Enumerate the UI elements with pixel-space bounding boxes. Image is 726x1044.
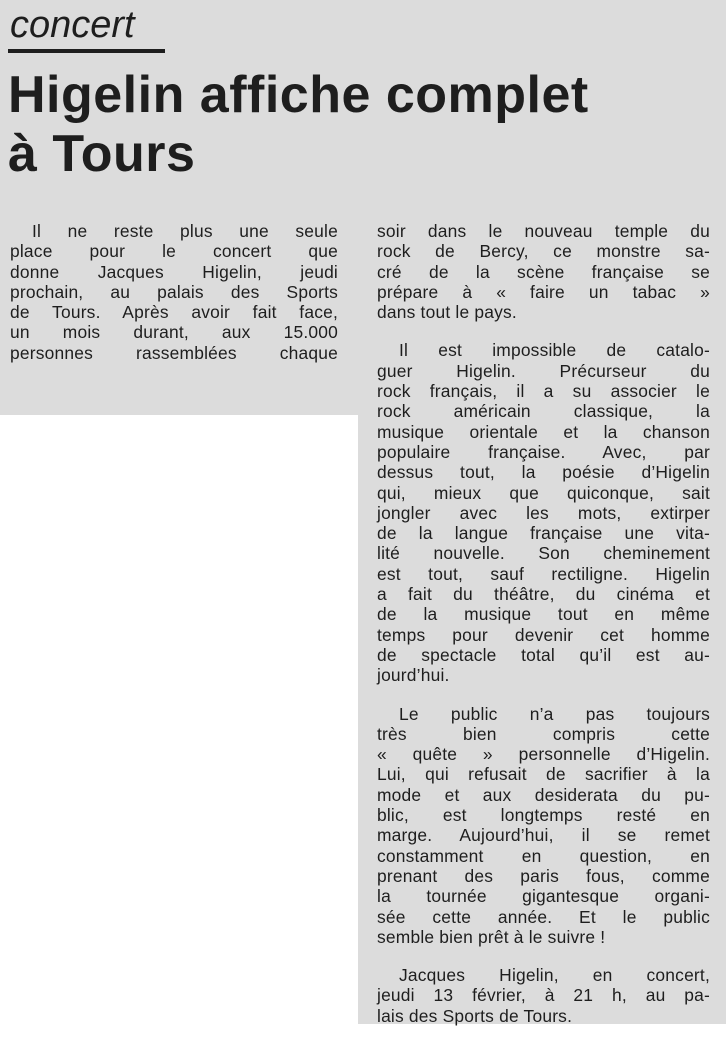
text-line: temps pour devenir cet homme (377, 624, 710, 645)
paragraph-public (377, 704, 710, 948)
text-line: « quête » personnelle d’Higelin. (377, 744, 710, 765)
text-line: donne Jacques Higelin, jeudi (10, 261, 338, 282)
text-line: jongler avec les mots, extirper (377, 502, 710, 523)
article-column-right (377, 221, 710, 1044)
text-line: a fait du théâtre, du cinéma et (377, 584, 710, 605)
text-line: populaire française. Avec, par (377, 441, 710, 462)
text-line: un mois durant, aux 15.000 (10, 322, 338, 343)
text-line: jourd’hui. (377, 665, 450, 686)
text-line: la tournée gigantesque organi- (377, 886, 710, 907)
text-line: qui, mieux que quiconque, sait (377, 482, 710, 503)
text-line: soir dans le nouveau temple du (377, 221, 710, 241)
text-line: Il ne reste plus une seule (32, 221, 338, 241)
text-line: place pour le concert que (10, 241, 338, 262)
text-line: Le public n’a pas toujours (399, 703, 710, 724)
text-line: musique orientale et la chanson (377, 421, 710, 442)
headline (8, 66, 718, 184)
text-line: prenant des paris fous, comme (377, 865, 710, 886)
text-line: prépare à « faire un tabac » (377, 281, 710, 302)
text-line: est tout, sauf rectiligne. Higelin (377, 563, 710, 584)
text-line: sée cette année. Et le public (377, 906, 710, 927)
text-line: Il est impossible de catalo- (399, 340, 710, 361)
paragraph-portrait (377, 340, 710, 685)
text-line: Jacques Higelin, en concert, (399, 965, 710, 986)
text-line: lais des Sports de Tours. (377, 1005, 573, 1026)
text-line: de spectacle total qu’il est au- (377, 644, 710, 665)
text-line: lité nouvelle. Son cheminement (377, 543, 710, 564)
text-line: de Tours. Après avoir fait face, (10, 302, 338, 323)
text-line: mode et aux desiderata du pu- (377, 784, 710, 805)
text-line: très bien compris cette (377, 723, 710, 744)
paragraph-intro-continued (377, 221, 710, 322)
text-line: personnes rassemblées chaque (10, 342, 338, 363)
text-line: dessus tout, la poésie d’Higelin (377, 462, 710, 483)
text-line: prochain, au palais des Sports (10, 281, 338, 302)
text-line: blic, est longtemps resté en (377, 805, 710, 826)
text-line: de la musique tout en même (377, 604, 710, 625)
article-column-left (10, 221, 338, 381)
headline-line-1: Higelin affiche complet (8, 66, 589, 124)
text-line: marge. Aujourd’hui, il se remet (377, 825, 710, 846)
headline-line-2: à Tours (8, 125, 196, 183)
text-line: semble bien prêt à le suivre ! (377, 926, 606, 947)
text-line: rock américain classique, la (377, 401, 710, 422)
kicker-underline (8, 49, 165, 53)
text-line: rock de Bercy, ce monstre sa- (377, 241, 710, 262)
paragraph-concert-info (377, 965, 710, 1026)
section-kicker: concert (10, 4, 135, 46)
text-line: de la langue française une vita- (377, 523, 710, 544)
text-line: dans tout le pays. (377, 302, 517, 323)
text-line: guer Higelin. Précurseur du (377, 360, 710, 381)
text-line: Lui, qui refusait de sacrifier à la (377, 764, 710, 785)
paragraph-intro (10, 221, 338, 363)
text-line: cré de la scène française se (377, 261, 710, 282)
text-line: rock français, il a su associer le (377, 381, 710, 402)
text-line: constamment en question, en (377, 845, 710, 866)
text-line: jeudi 13 février, à 21 h, au pa- (377, 985, 710, 1006)
